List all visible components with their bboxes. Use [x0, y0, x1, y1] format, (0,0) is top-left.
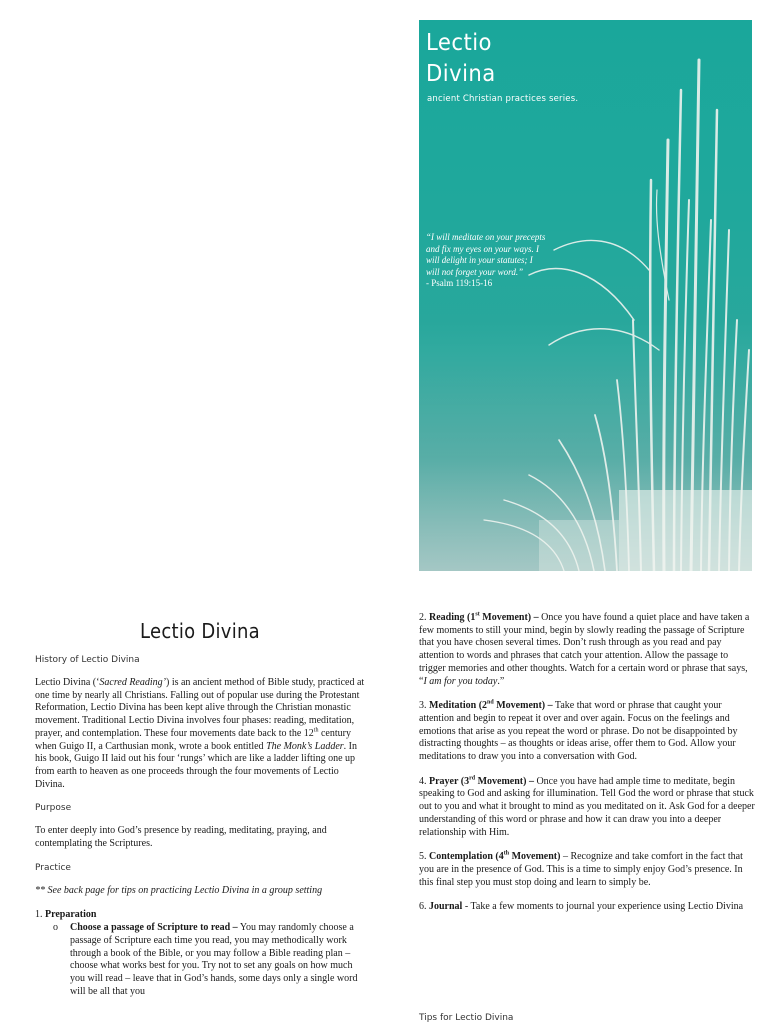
step-3	[419, 700, 757, 764]
step-3-label: Meditation (2	[429, 700, 488, 712]
history-paragraph	[35, 677, 365, 791]
step-2-text-end: .”	[497, 675, 505, 687]
step-1-sub-label: Choose a passage of Scripture to read –	[70, 922, 238, 934]
history-italic-2: The Monk’s Ladder	[266, 740, 344, 752]
cover-quote-text: “I will meditate on your precepts and fix my eyes on your ways. I will delight in your statutes; I will not forget your word.”	[426, 232, 546, 277]
step-2-text: Once you have found a quiet place and have taken a few moments to still your mind, begin by slowly reading the passage of Scripture that you have chosen several times. Don’t rush through as you read and pay attention to words and phrases that catch your attention. Allow the passage to trigger memories and other thoughts. Watch for a certain word or phrase that says, “	[419, 612, 750, 687]
step-3-number: 3.	[419, 700, 429, 712]
step-4-label-2: Movement) –	[475, 775, 534, 787]
purpose-paragraph: To enter deeply into God’s presence by reading, meditating, praying, and contemplating the Scriptures.	[35, 825, 327, 850]
history-text-2: ) is an ancient method of Bible study, practiced at one time by nearly all Christians. Falling out of popular use during the Protestant Reformation, Lectio Divina has been kept alive through the Christian monastic movement. Traditional Lectio Divina involves four phases: reading, meditation, prayer, and contemplation. These four movements date back to the 12	[35, 677, 365, 739]
step-6-number: 6.	[419, 901, 429, 913]
step-4-sup: rd	[469, 775, 476, 782]
cover-title	[426, 28, 496, 90]
history-heading: History of Lectio Divina	[35, 655, 140, 665]
step-4-number: 4.	[419, 775, 429, 787]
step-2	[419, 612, 757, 688]
page-title: Lectio Divina	[140, 619, 260, 643]
cover-title-line2: Divina	[426, 61, 496, 87]
step-2-sup: st	[475, 611, 480, 618]
step-4-label: Prayer (3	[429, 775, 470, 787]
cover-title-line1: Lectio	[426, 30, 492, 56]
step-6-label: Journal	[429, 901, 463, 913]
step-4	[419, 776, 757, 840]
step-2-label: Reading (1	[429, 612, 476, 623]
step-5-label-2: Movement)	[509, 851, 561, 863]
step-5-number: 5.	[419, 851, 429, 863]
history-text-4: . In his book, Guigo II laid out his four ‘rungs’ which are like a ladder lifting one up from earth to heaven as one proceeds through the four movements of Lectio Divina.	[35, 740, 357, 790]
cover-image	[419, 20, 752, 571]
step-1	[35, 909, 365, 998]
cover-quote	[426, 232, 546, 290]
step-5-label: Contemplation (4	[429, 851, 504, 863]
step-3-sup: nd	[487, 699, 494, 706]
practice-heading: Practice	[35, 862, 71, 873]
step-3-text: Take that word or phrase that caught your attention and begin to repeat it over and over again. Focus on the feelings and emotions that arise as you repeat the word or phrase. Do not be disappointed by distracting thoughts – as thoughts or ideas arise, offer them to God. Allow your meditations to draw you into a conversation with God.	[419, 700, 738, 763]
purpose-heading: Purpose	[35, 803, 72, 814]
step-6	[419, 901, 757, 914]
cover-subtitle: ancient Christian practices series.	[427, 94, 579, 104]
history-italic-1: Sacred Reading’	[99, 677, 166, 688]
step-5-text: – Recognize and take comfort in the fact that you are in the presence of God. This is a time to simply enjoy God’s presence. In this final step you must stop doing and learn to simply be.	[419, 851, 743, 888]
right-column	[419, 612, 757, 926]
history-sup: th	[313, 727, 319, 734]
step-5-sup: th	[503, 850, 510, 857]
cover-quote-reference: - Psalm 119:15-16	[426, 278, 493, 288]
history-text-3: century when Guigo II, a Carthusian monk, wrote a book entitled	[35, 727, 351, 752]
practice-note	[35, 885, 365, 898]
step-1-label: Preparation	[45, 909, 97, 921]
step-4-text: Once you have had ample time to meditate, begin speaking to God and asking for illumination. Tell God the word or phrase that stuck out to you and what it brought to mind as you meditated on it. Ask God for a deeper understanding of this word or phrase and how it can draw you into a deeper relationship with Him.	[419, 775, 755, 838]
tips-heading: Tips for Lectio Divina	[419, 1013, 514, 1023]
step-6-text: - Take a few moments to journal your experience using Lectio Divina	[462, 901, 744, 913]
step-5	[419, 851, 757, 889]
bullet-icon: o	[53, 922, 58, 934]
practice-note-text: ** See back page for tips on practicing Lectio Divina in a group setting	[35, 884, 323, 896]
step-3-label-2: Movement) –	[493, 700, 553, 712]
history-text-1: Lectio Divina (‘	[35, 677, 100, 688]
left-column	[35, 615, 365, 998]
step-2-number: 2.	[419, 612, 429, 623]
step-2-italic: I am for you today	[423, 675, 498, 687]
step-1-subitem	[53, 922, 365, 998]
step-1-sub-text: You may randomly choose a passage of Scripture each time you read, you may methodically work through a book of the Bible, or you may follow a Bible reading plan – choose what works best for you. Try not to set any goals on how much you will read – leave that in God’s hands, some days only a single word will be all that you	[70, 922, 358, 997]
step-1-number: 1.	[35, 909, 43, 921]
step-2-label-2: Movement) –	[479, 612, 539, 623]
